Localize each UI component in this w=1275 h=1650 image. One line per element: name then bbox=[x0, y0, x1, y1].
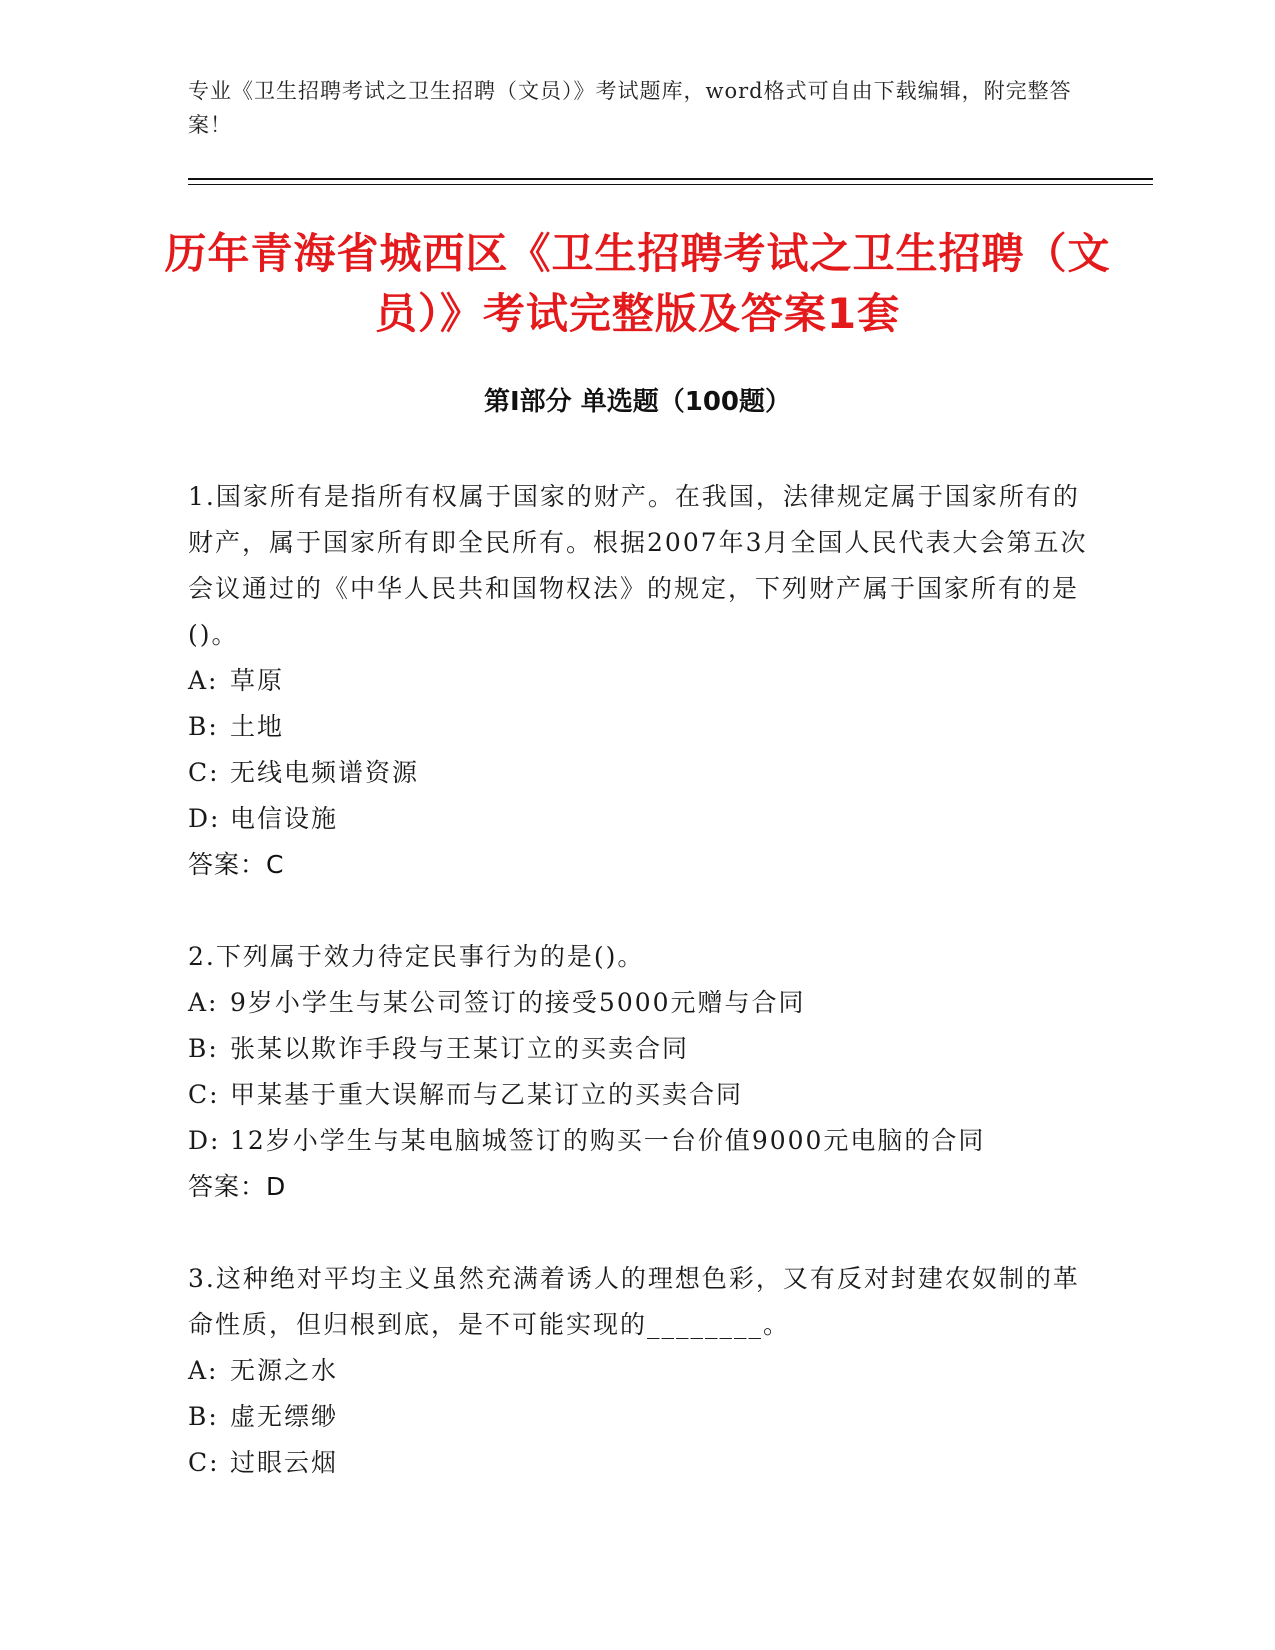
option-text: 无源之水 bbox=[230, 1356, 339, 1385]
question-3 bbox=[188, 1256, 1088, 1486]
question-list bbox=[188, 474, 1088, 1532]
option-a bbox=[188, 658, 1088, 704]
option-letter: C: bbox=[188, 758, 220, 787]
question-stem: 3.这种绝对平均主义虽然充满着诱人的理想色彩，又有反对封建农奴制的革命性质，但归根到底，是不可能实现的________。 bbox=[188, 1264, 1080, 1339]
question-stem: 2.下列属于效力待定民事行为的是()。 bbox=[188, 942, 645, 971]
option-letter: D: bbox=[188, 1126, 221, 1155]
header-note: 专业《卫生招聘考试之卫生招聘（文员）》考试题库，word格式可自由下载编辑，附完整答案！ bbox=[188, 79, 1072, 137]
option-letter: A: bbox=[188, 1356, 219, 1385]
option-text: 12岁小学生与某电脑城签订的购买一台价值9000元电脑的合同 bbox=[230, 1126, 986, 1155]
option-b bbox=[188, 1026, 1088, 1072]
answer-line: 答案：C bbox=[188, 850, 285, 879]
option-text: 张某以欺诈手段与王某订立的买卖合同 bbox=[230, 1034, 690, 1063]
option-text: 过眼云烟 bbox=[230, 1448, 339, 1477]
header-divider-thick bbox=[188, 178, 1153, 180]
option-d bbox=[188, 1118, 1088, 1164]
option-c bbox=[188, 1440, 1088, 1486]
option-letter: B: bbox=[188, 1034, 219, 1063]
question-1 bbox=[188, 474, 1088, 888]
option-letter: C: bbox=[188, 1080, 220, 1109]
option-text: 虚无缥缈 bbox=[230, 1402, 339, 1431]
option-b bbox=[188, 704, 1088, 750]
option-letter: C: bbox=[188, 1448, 220, 1477]
question-stem: 1.国家所有是指所有权属于国家的财产。在我国，法律规定属于国家所有的财产，属于国家所有即全民所有。根据2007年3月全国人民代表大会第五次会议通过的《中华人民共和国物权法》的规定，下列财产属于国家所有的是()。 bbox=[188, 482, 1088, 649]
option-c bbox=[188, 1072, 1088, 1118]
answer-line: 答案：D bbox=[188, 1172, 287, 1201]
question-2 bbox=[188, 934, 1088, 1210]
option-text: 无线电频谱资源 bbox=[230, 758, 420, 787]
option-text: 甲某基于重大误解而与乙某订立的买卖合同 bbox=[230, 1080, 744, 1109]
option-letter: D: bbox=[188, 804, 221, 833]
option-letter: A: bbox=[188, 666, 219, 695]
option-text: 草原 bbox=[230, 666, 285, 695]
section-title: 第I部分 单选题（100题） bbox=[484, 387, 791, 417]
option-c bbox=[188, 750, 1088, 796]
option-text: 土地 bbox=[230, 712, 285, 741]
option-text: 9岁小学生与某公司签订的接受5000元赠与合同 bbox=[230, 988, 806, 1017]
header-divider-thin bbox=[188, 184, 1153, 185]
document-title: 历年青海省城西区《卫生招聘考试之卫生招聘（文员）》考试完整版及答案1套 bbox=[164, 229, 1111, 338]
option-text: 电信设施 bbox=[230, 804, 339, 833]
option-d bbox=[188, 796, 1088, 842]
option-a bbox=[188, 980, 1088, 1026]
option-b bbox=[188, 1394, 1088, 1440]
option-letter: A: bbox=[188, 988, 219, 1017]
option-a bbox=[188, 1348, 1088, 1394]
option-letter: B: bbox=[188, 712, 219, 741]
option-letter: B: bbox=[188, 1402, 219, 1431]
